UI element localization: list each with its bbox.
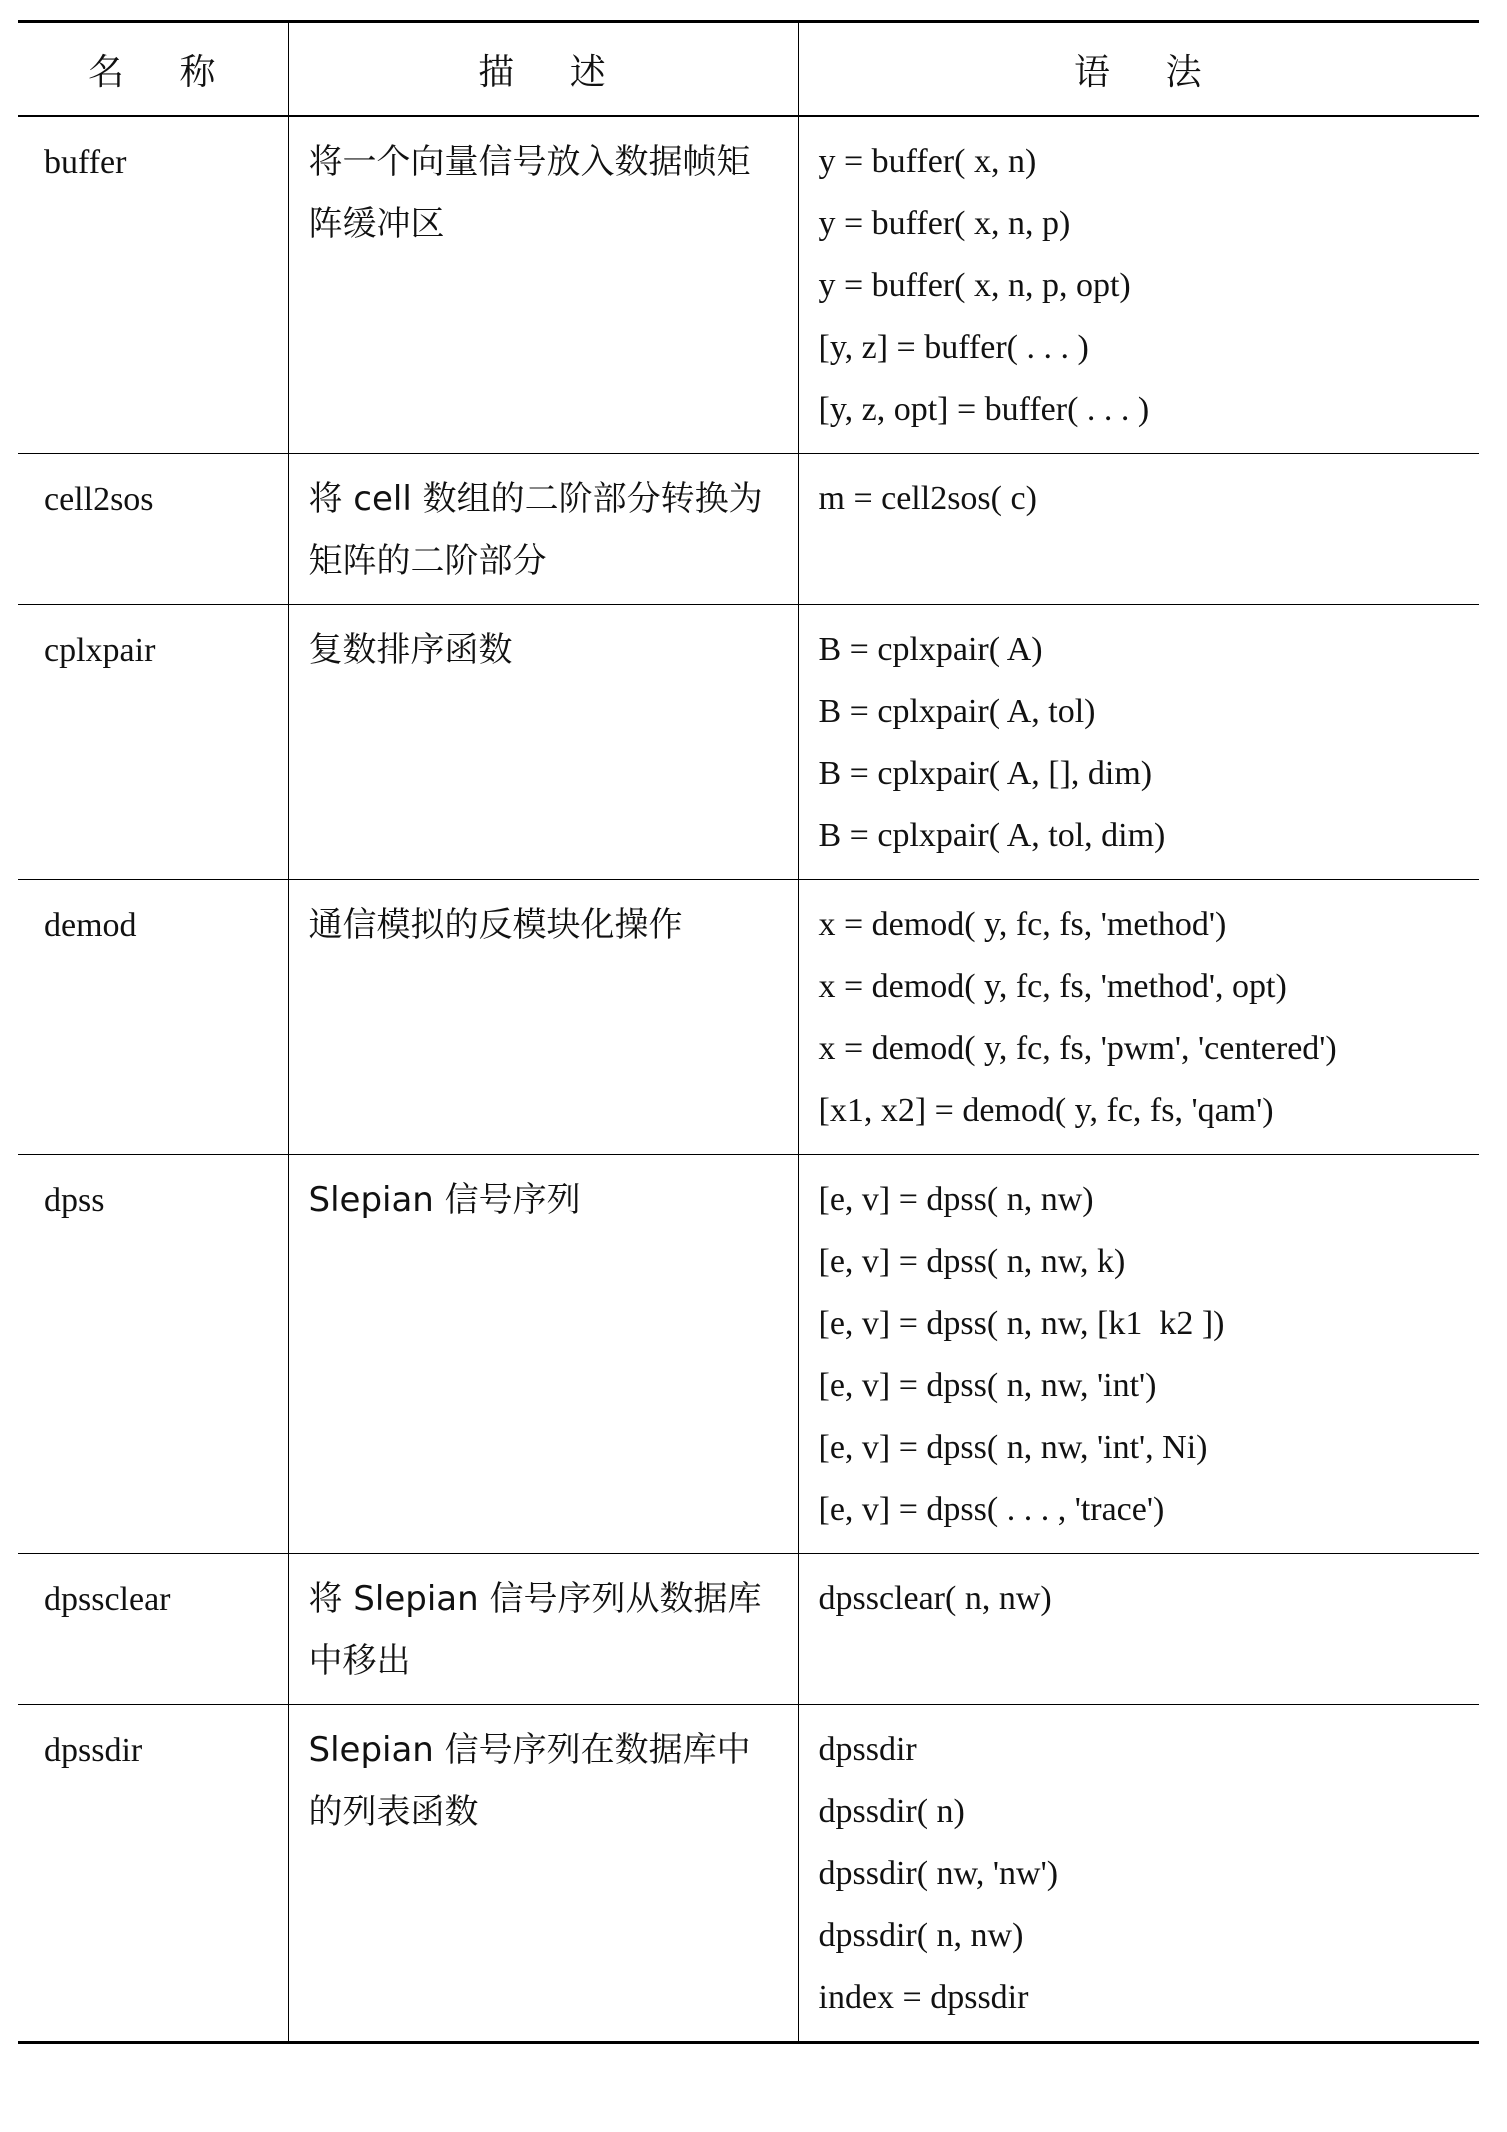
function-syntax-cell (798, 1554, 1479, 1705)
syntax-line: [y, z, opt] = buffer( . . . ) (818, 391, 1150, 428)
function-description: 将一个向量信号放入数据帧矩阵缓冲区 (308, 142, 751, 244)
function-description: 通信模拟的反模块化操作 (308, 905, 683, 945)
function-description-cell (288, 116, 798, 454)
syntax-line: y = buffer( x, n, p) (818, 205, 1071, 242)
function-syntax-cell (798, 880, 1479, 1155)
function-description-cell (288, 605, 798, 880)
syntax-line: B = cplxpair( A, [], dim) (818, 755, 1153, 792)
function-name: dpssdir (44, 1732, 143, 1769)
function-syntax-cell (798, 1705, 1479, 2043)
table-row (18, 605, 1479, 880)
syntax-line: [e, v] = dpss( n, nw) (818, 1181, 1094, 1218)
syntax-line: B = cplxpair( A, tol) (818, 693, 1096, 730)
function-description-cell (288, 1554, 798, 1705)
table-body (18, 116, 1479, 2043)
syntax-line: [e, v] = dpss( . . . , 'trace') (818, 1491, 1165, 1528)
table-row (18, 1155, 1479, 1554)
syntax-line: m = cell2sos( c) (818, 480, 1037, 517)
syntax-line: [e, v] = dpss( n, nw, k) (818, 1243, 1126, 1280)
table-row (18, 880, 1479, 1155)
header-description: 描 述 (288, 22, 798, 117)
header-syntax: 语 法 (798, 22, 1479, 117)
syntax-line: [e, v] = dpss( n, nw, 'int') (818, 1367, 1157, 1404)
function-name: dpssclear (44, 1581, 171, 1618)
function-description: Slepian 信号序列在数据库中的列表函数 (308, 1730, 751, 1832)
header-row (18, 22, 1479, 117)
function-name-cell (18, 880, 288, 1155)
function-description-cell (288, 1705, 798, 2043)
syntax-line: y = buffer( x, n) (818, 143, 1037, 180)
function-description: 将 cell 数组的二阶部分转换为矩阵的二阶部分 (308, 479, 763, 581)
syntax-line: y = buffer( x, n, p, opt) (818, 267, 1131, 304)
function-name: cell2sos (44, 481, 154, 518)
syntax-line: x = demod( y, fc, fs, 'pwm', 'centered') (818, 1030, 1337, 1067)
function-name-cell (18, 1155, 288, 1554)
function-description-cell (288, 1155, 798, 1554)
table-row (18, 1554, 1479, 1705)
syntax-line: x = demod( y, fc, fs, 'method') (818, 906, 1227, 943)
function-name: cplxpair (44, 632, 156, 669)
syntax-line: B = cplxpair( A, tol, dim) (818, 817, 1166, 854)
table-row (18, 454, 1479, 605)
function-name: dpss (44, 1182, 105, 1219)
function-description: 将 Slepian 信号序列从数据库中移出 (308, 1579, 762, 1681)
function-name-cell (18, 1705, 288, 2043)
table-row (18, 1705, 1479, 2043)
syntax-line: B = cplxpair( A) (818, 631, 1043, 668)
function-name-cell (18, 454, 288, 605)
syntax-line: x = demod( y, fc, fs, 'method', opt) (818, 968, 1287, 1005)
function-description: Slepian 信号序列 (308, 1180, 581, 1220)
syntax-line: [e, v] = dpss( n, nw, 'int', Ni) (818, 1429, 1208, 1466)
function-description-cell (288, 880, 798, 1155)
function-description-cell (288, 454, 798, 605)
syntax-line: dpssdir( n, nw) (818, 1917, 1024, 1954)
syntax-line: [e, v] = dpss( n, nw, [k1 k2 ]) (818, 1305, 1225, 1342)
syntax-line: dpssdir (818, 1731, 917, 1768)
syntax-line: [y, z] = buffer( . . . ) (818, 329, 1089, 366)
function-description: 复数排序函数 (308, 630, 513, 670)
function-name: demod (44, 907, 137, 944)
syntax-line: dpssdir( n) (818, 1793, 965, 1830)
table-row (18, 116, 1479, 454)
syntax-line: dpssclear( n, nw) (818, 1580, 1052, 1617)
function-table (18, 20, 1479, 2044)
function-name: buffer (44, 144, 127, 181)
function-syntax-cell (798, 605, 1479, 880)
syntax-line: [x1, x2] = demod( y, fc, fs, 'qam') (818, 1092, 1274, 1129)
function-name-cell (18, 605, 288, 880)
function-syntax-cell (798, 1155, 1479, 1554)
function-name-cell (18, 116, 288, 454)
function-name-cell (18, 1554, 288, 1705)
syntax-line: index = dpssdir (818, 1979, 1029, 2016)
function-syntax-cell (798, 116, 1479, 454)
function-syntax-cell (798, 454, 1479, 605)
header-name: 名 称 (18, 22, 288, 117)
syntax-line: dpssdir( nw, 'nw') (818, 1855, 1059, 1892)
